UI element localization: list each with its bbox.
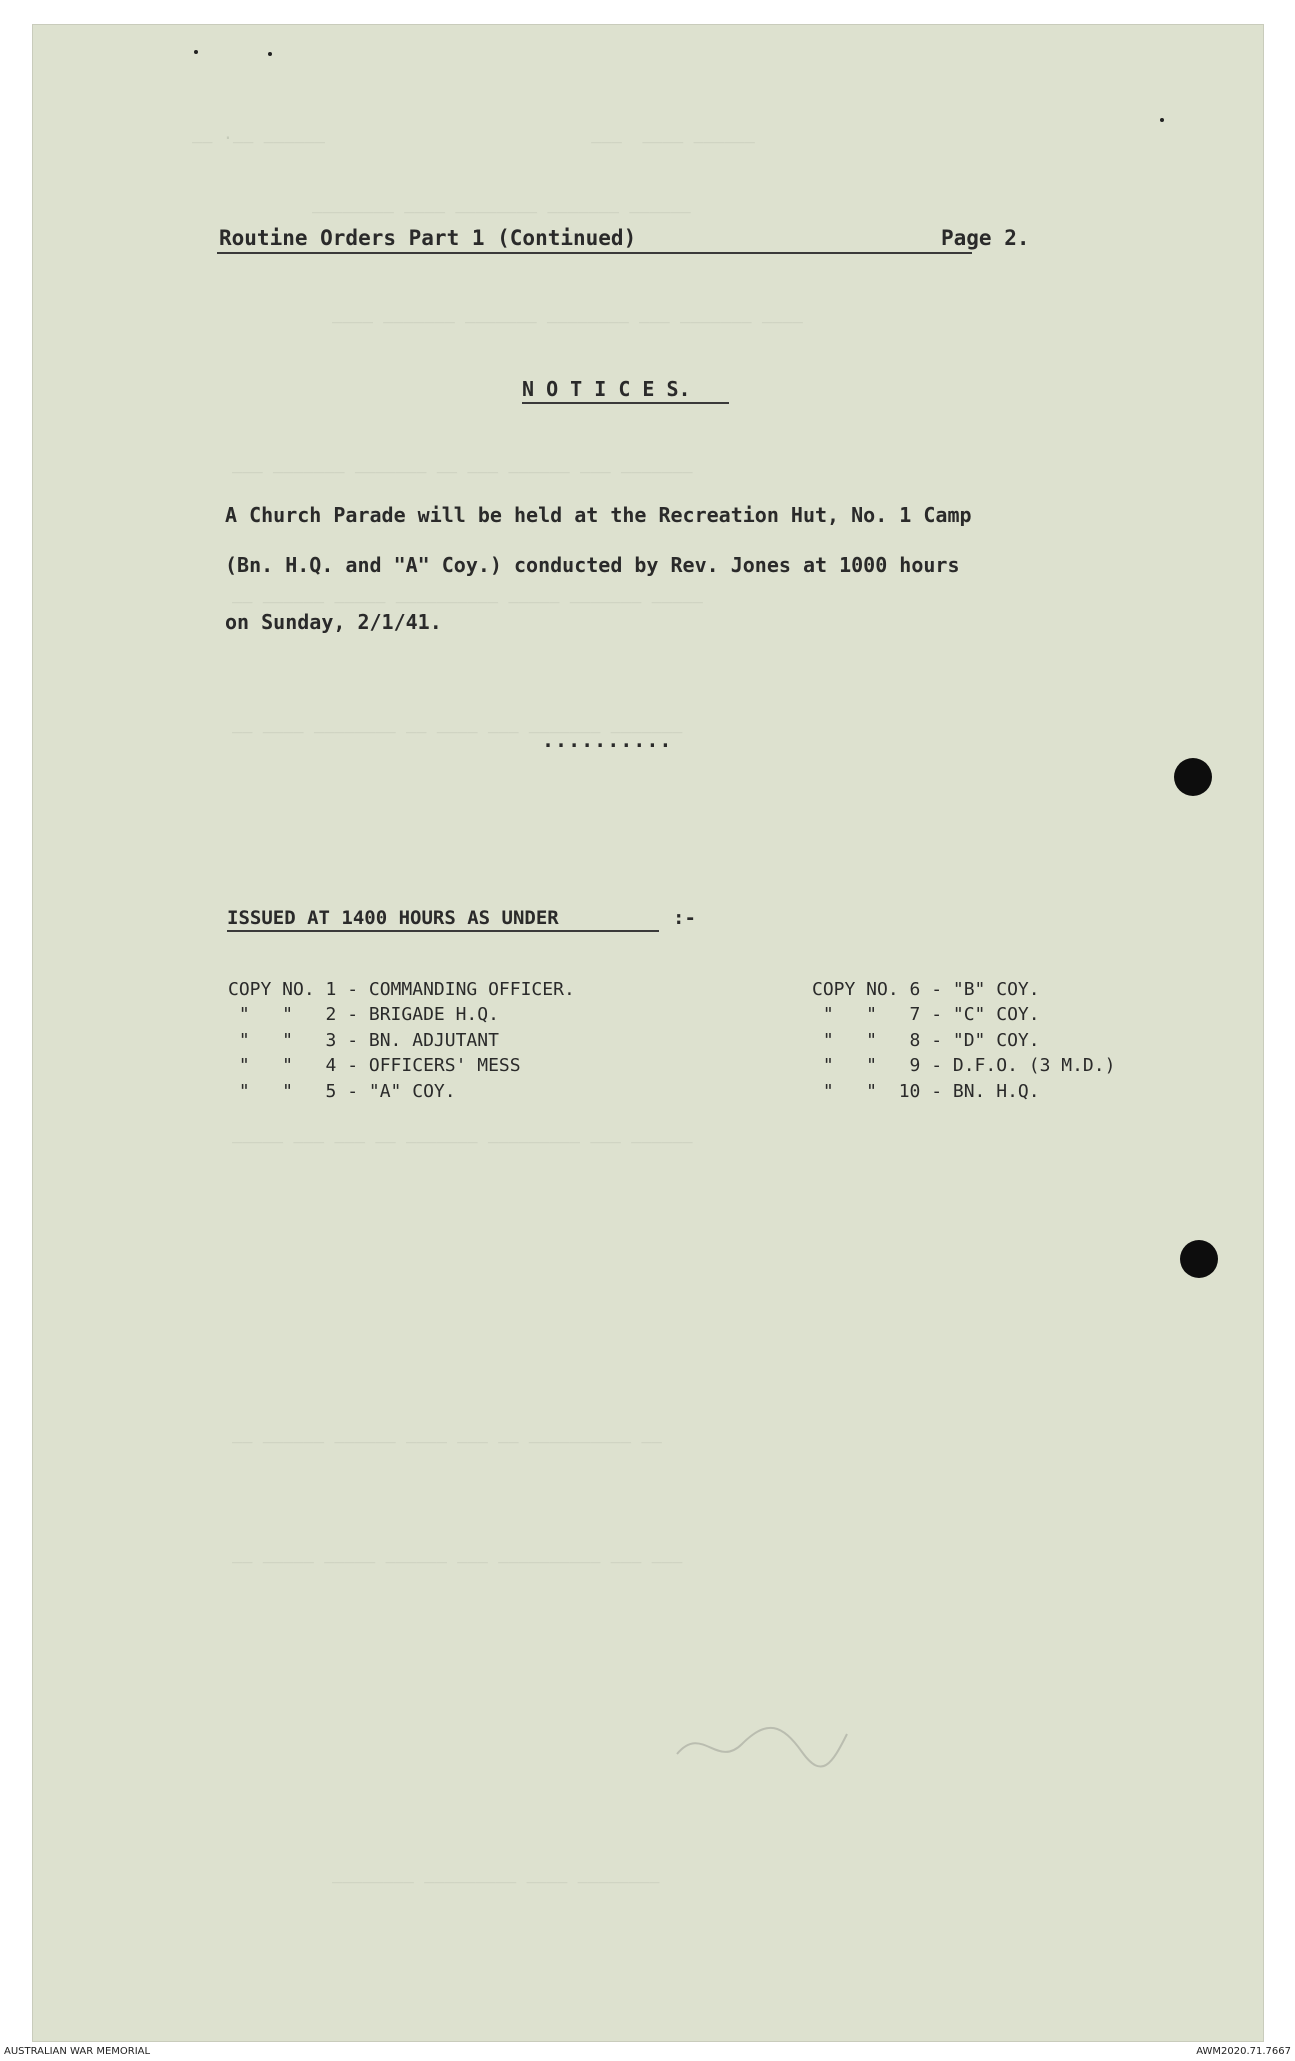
signature-bleed — [672, 1714, 852, 1774]
distribution-right-3: " " 8 - "D" COY. — [812, 1030, 1040, 1051]
speck — [1160, 118, 1164, 122]
notices-title: N O T I C E S. — [522, 377, 691, 401]
bleed-through-text: _______ _______ ___ ____ __ ________ ____ __ — [232, 714, 683, 734]
distribution-right-5: " " 10 - BN. H.Q. — [812, 1081, 1040, 1102]
speck — [194, 50, 198, 54]
notices-title-underline — [522, 402, 729, 404]
distribution-left-2: " " 2 - BRIGADE H.Q. — [228, 1004, 499, 1025]
bleed-through-text: ________ ____ _________ ________ — [332, 1864, 660, 1884]
bleed-through-text: ____ _______ ___ ________ _______ _______ ____ — [332, 304, 803, 324]
bleed-through-text: _____ _______ _____ __________ _____ ______ __ — [232, 584, 703, 604]
page-number: Page 2. — [941, 226, 1030, 250]
distribution-right-2: " " 7 - "C" COY. — [812, 1004, 1040, 1025]
archive-reference: AWM2020.71.7667 — [1196, 2046, 1291, 2057]
notice-separator: .......... — [542, 728, 673, 752]
punch-hole — [1174, 758, 1212, 796]
distribution-left-3: " " 3 - BN. ADJUTANT — [228, 1030, 499, 1051]
bleed-through-text: _______ ___ ______ ___ __ _______ _______ ___ — [232, 454, 693, 474]
notice-line-1: A Church Parade will be held at the Recreation Hut, No. 1 Camp — [225, 503, 972, 527]
routine-orders-heading: Routine Orders Part 1 (Continued) — [219, 226, 637, 250]
issued-heading: ISSUED AT 1400 HOURS AS UNDER — [227, 907, 559, 929]
notice-line-3: on Sunday, 2/1/41. — [225, 610, 442, 634]
distribution-right-4: " " 9 - D.F.O. (3 M.D.) — [812, 1055, 1116, 1076]
archive-credit: AUSTRALIAN WAR MEMORIAL — [4, 2046, 151, 2057]
document-page — [32, 24, 1264, 2042]
bleed-through-text: ______ _______ ________ ____ ________ — [312, 194, 691, 214]
issued-heading-suffix: :- — [673, 907, 696, 929]
issued-heading-underline — [227, 930, 659, 932]
distribution-left-5: " " 5 - "A" COY. — [228, 1081, 456, 1102]
notice-line-2: (Bn. H.Q. and "A" Coy.) conducted by Rev. Jones at 1000 hours — [225, 553, 960, 577]
distribution-left-1: COPY NO. 1 - COMMANDING OFFICER. — [228, 979, 575, 1000]
speck — [268, 52, 272, 56]
header-rule — [217, 252, 972, 254]
bleed-through-text: __ __________ __ ___ ____ ______ ______ __ — [232, 1424, 662, 1444]
punch-hole — [1180, 1240, 1218, 1278]
bleed-through-text: ______ ____ ___ ______ __. __ — [192, 124, 755, 144]
bleed-through-text: ___ ___ __________ ___ ______ _____ _____ __ — [232, 1544, 683, 1564]
bleed-through-text: ______ ___ _________ _______ __ ___ ___ _____ — [232, 1124, 693, 1144]
distribution-left-4: " " 4 - OFFICERS' MESS — [228, 1055, 521, 1076]
distribution-right-1: COPY NO. 6 - "B" COY. — [812, 979, 1040, 1000]
